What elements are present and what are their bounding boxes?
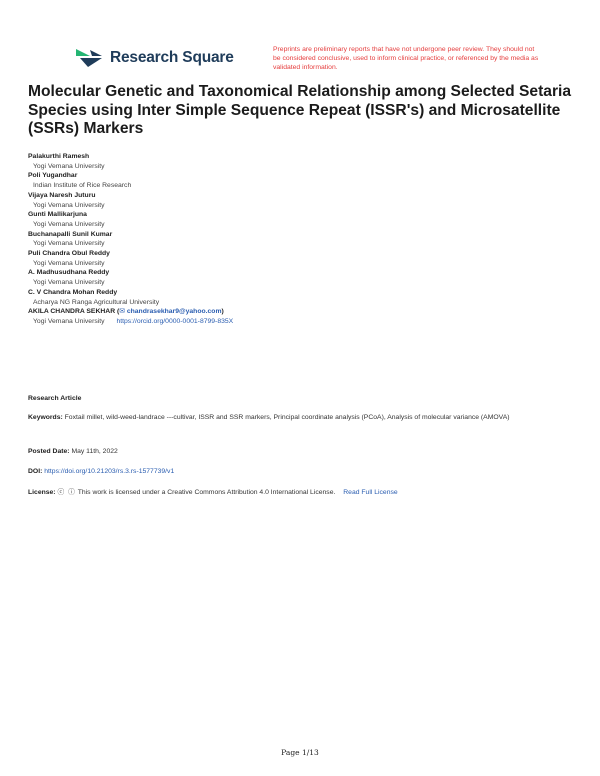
author-entry bbox=[28, 152, 568, 171]
logo-text: Research Square bbox=[110, 49, 234, 66]
posted-date-label: Posted Date: bbox=[28, 448, 70, 455]
author-affiliation: Yogi Vemana University bbox=[33, 240, 105, 248]
license bbox=[28, 488, 573, 498]
author-affiliation: Yogi Vemana University bbox=[33, 220, 105, 228]
paper-title: Molecular Genetic and Taxonomical Relationship among Selected Setaria Species using Inter Simple Sequence Repeat (ISSR's) and Microsatellite (SSRs) Markers bbox=[28, 83, 572, 137]
posted-date-value: May 11th, 2022 bbox=[71, 448, 118, 455]
doi-label: DOI: bbox=[28, 468, 43, 475]
license-label: License: bbox=[28, 489, 56, 496]
author-affiliation: Yogi Vemana University bbox=[33, 279, 105, 287]
author-entry bbox=[28, 268, 568, 287]
author-name: Puli Chandra Obul Reddy bbox=[28, 250, 110, 258]
doi bbox=[28, 467, 573, 477]
keywords-text: Foxtail millet, wild-weed-landrace ---cultivar, ISSR and SSR markers, Principal coordinate analysis (PCoA), Analysis of molecular variance (AMOVA) bbox=[64, 414, 510, 421]
article-type bbox=[28, 394, 573, 404]
author-name: Buchanapalli Sunil Kumar bbox=[28, 230, 113, 238]
author-entry bbox=[28, 249, 568, 268]
email-link[interactable]: ✉ chandrasekhar9@yahoo.com bbox=[119, 308, 222, 316]
posted-date bbox=[28, 447, 573, 457]
orcid-link[interactable]: https://orcid.org/0000-0001-8799-835X bbox=[116, 317, 234, 325]
email-open-paren: ( bbox=[117, 308, 120, 316]
research-square-logo[interactable] bbox=[74, 47, 234, 69]
author-affiliation: Yogi Vemana University bbox=[33, 259, 105, 267]
author-entry bbox=[28, 288, 568, 307]
research-square-logo-icon bbox=[74, 47, 104, 69]
author-name: Vijaya Naresh Juturu bbox=[28, 191, 96, 199]
email-close-paren: ) bbox=[221, 308, 224, 316]
author-affiliation: Yogi Vemana University bbox=[33, 317, 105, 325]
license-text: This work is licensed under a Creative Commons Attribution 4.0 International License. bbox=[77, 489, 336, 496]
author-affiliation: Yogi Vemana University bbox=[33, 201, 105, 209]
keywords bbox=[28, 413, 573, 423]
keywords-label: Keywords: bbox=[28, 414, 63, 421]
author-name: Palakurthi Ramesh bbox=[28, 153, 90, 160]
author-list bbox=[28, 152, 568, 327]
author-name: C. V Chandra Mohan Reddy bbox=[28, 288, 118, 296]
author-name: Gunti Mallikarjuna bbox=[28, 211, 87, 219]
page-number: Page 1/13 bbox=[281, 748, 319, 757]
author-entry bbox=[28, 171, 568, 190]
author-name: Poli Yugandhar bbox=[28, 172, 78, 180]
author-affiliation: Acharya NG Ranga Agricultural University bbox=[33, 298, 160, 306]
corresponding-author bbox=[28, 307, 568, 326]
doi-link[interactable]: https://doi.org/10.21203/rs.3.rs-1577739/v1 bbox=[44, 468, 175, 475]
author-name: A. Madhusudhana Reddy bbox=[28, 269, 110, 277]
article-type-label: Research Article bbox=[28, 395, 82, 402]
read-full-license-link[interactable]: Read Full License bbox=[343, 489, 398, 496]
creative-commons-icon: ⓒ ⓘ bbox=[57, 489, 76, 496]
author-affiliation: Indian Institute of Rice Research bbox=[33, 182, 132, 190]
preprint-notice: Preprints are preliminary reports that have not undergone peer review. They should not be considered conclusive, used to inform clinical practice, or referenced by the media as validated information. bbox=[273, 46, 539, 71]
corresponding-author-name: AKILA CHANDRA SEKHAR bbox=[28, 308, 116, 316]
author-affiliation: Yogi Vemana University bbox=[33, 162, 105, 170]
author-entry bbox=[28, 230, 568, 249]
author-entry bbox=[28, 191, 568, 210]
author-entry bbox=[28, 210, 568, 229]
